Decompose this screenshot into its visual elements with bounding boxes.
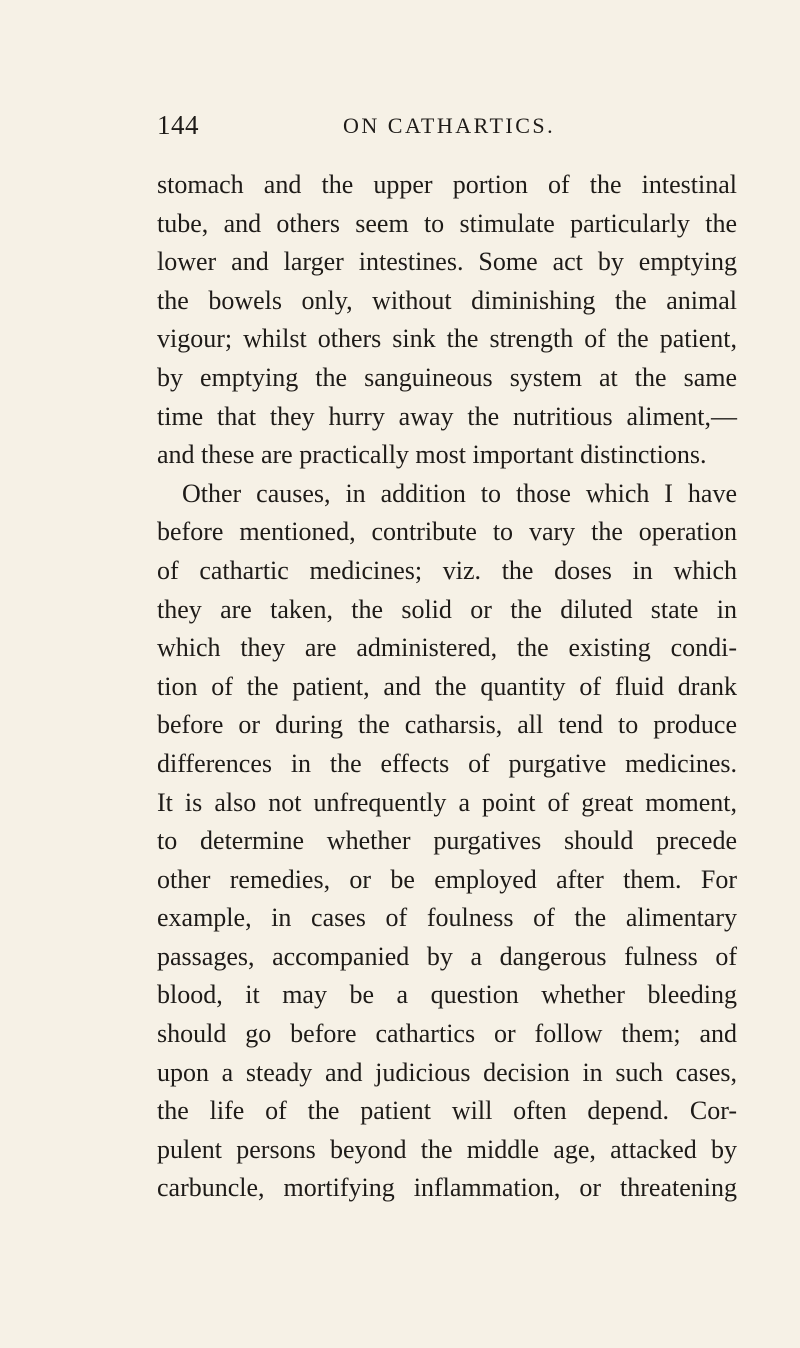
text-line: passages, accompanied by a dangerous fulness of [157,941,737,971]
page-number: 144 [157,110,199,140]
text-line: should go before cathartics or follow them; and [157,1019,737,1049]
text-line: vigour; whilst others sink the strength of the patient, [157,324,737,354]
text-line: differences in the effects of purgative medicines. [157,748,737,778]
text-line: It is also not unfrequently a point of great moment, [157,787,737,817]
text-line: and these are practically most important distinctions. [157,440,707,470]
text-line: before mentioned, contribute to vary the operation [157,517,737,547]
body-text [157,166,737,1208]
running-title: ON CATHARTICS. [343,113,556,138]
text-line: lower and larger intestines. Some act by emptying [157,247,737,277]
text-line: the life of the patient will often depend. Cor- [157,1096,737,1126]
text-line: time that they hurry away the nutritious aliment,— [157,401,737,431]
text-line: the bowels only, without diminishing the animal [157,285,737,315]
text-line: Other causes, in addition to those which I have [182,478,737,508]
text-line: example, in cases of foulness of the alimentary [157,903,737,933]
text-line: to determine whether purgatives should precede [157,826,737,856]
text-line: stomach and the upper portion of the intestinal [157,170,737,199]
text-line: upon a steady and judicious decision in such cases, [157,1057,737,1087]
text-line: blood, it may be a question whether bleeding [157,980,737,1010]
text-line: carbuncle, mortifying inflammation, or threatening [157,1173,737,1203]
text-line: tion of the patient, and the quantity of fluid drank [157,671,737,701]
text-line: pulent persons beyond the middle age, attacked by [157,1134,737,1164]
text-line: before or during the catharsis, all tend to produce [157,710,737,740]
text-line: tube, and others seem to stimulate particularly the [157,208,737,238]
text-line: they are taken, the solid or the diluted state in [157,594,737,624]
text-line: other remedies, or be employed after them. For [157,864,737,894]
text-line: which they are administered, the existing condi- [157,633,737,663]
text-line: by emptying the sanguineous system at the same [157,362,737,392]
running-head [157,110,731,150]
text-line: of cathartic medicines; viz. the doses in which [157,555,737,585]
